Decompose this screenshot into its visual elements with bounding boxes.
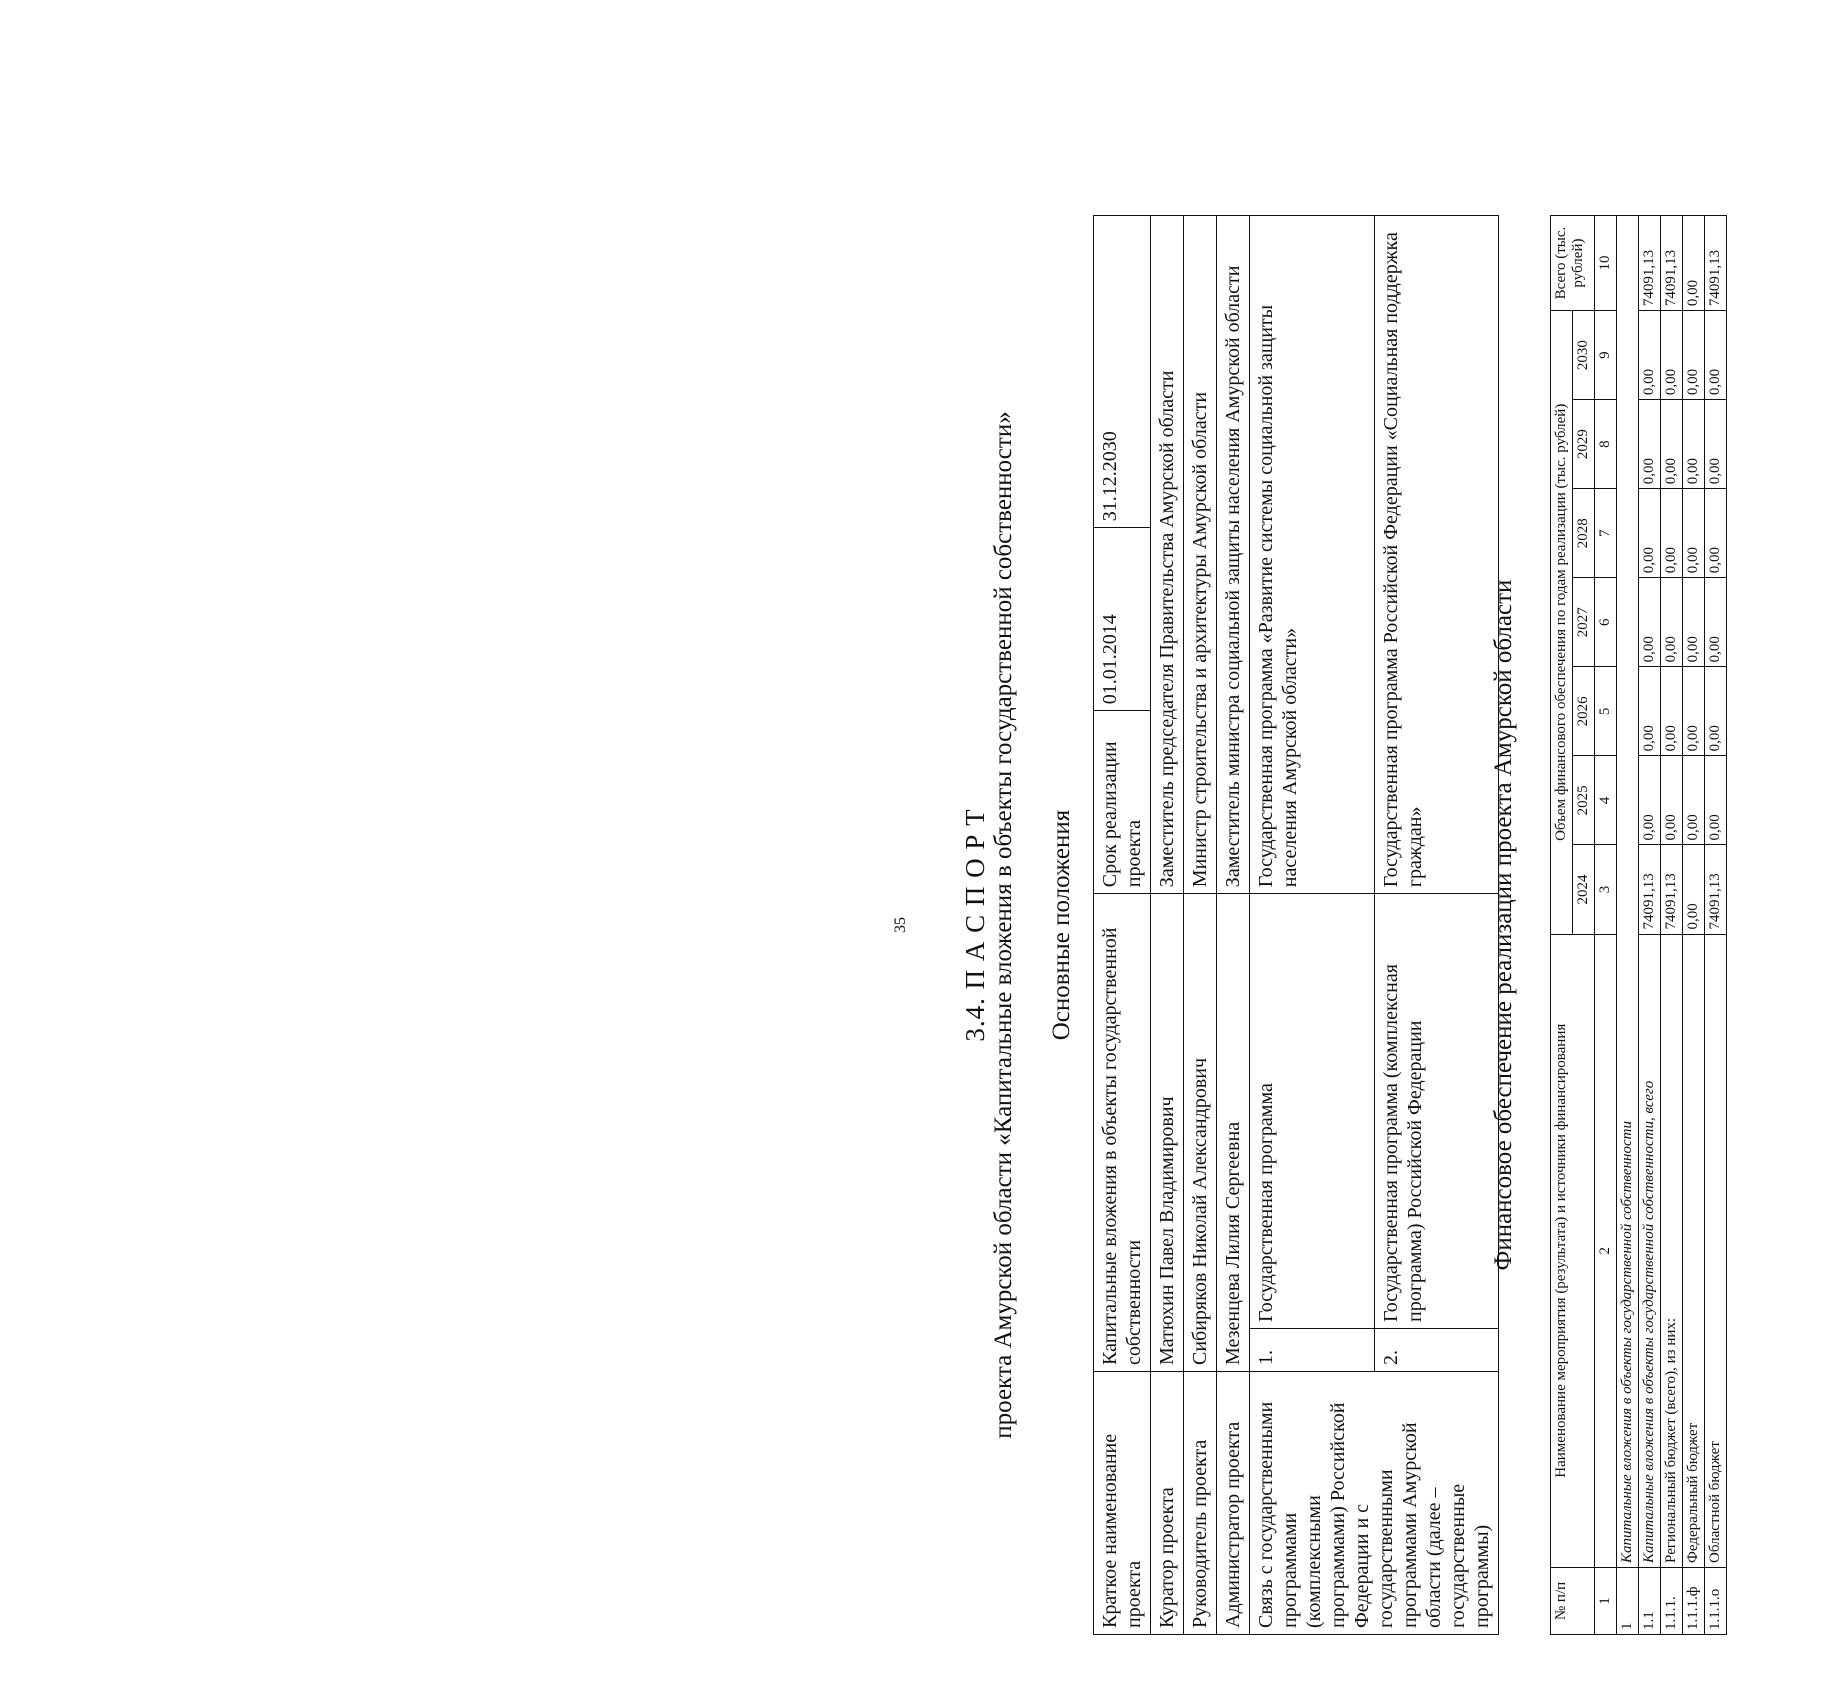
column-number: 5 (1595, 667, 1617, 756)
row-value: 0,00 (1683, 311, 1705, 400)
row-total: 74091,13 (1639, 216, 1661, 311)
table-row (1705, 216, 1727, 1635)
column-number: 7 (1595, 489, 1617, 578)
row-value: 0,00 (1639, 756, 1661, 845)
table-section-row (1617, 216, 1639, 1635)
document-title: 3.4. П А С П О Р Т (960, 808, 990, 1042)
row-value: 0,00 (1639, 489, 1661, 578)
row-value: 0,00 (1683, 489, 1705, 578)
cell-link-name: Государственная программа «Развитие системы социальной защиты населения Амурской области» (1250, 216, 1375, 894)
header-year: 2030 (1573, 311, 1595, 400)
cell-term-label: Срок реализации проекта (1094, 711, 1151, 894)
row-value: 0,00 (1705, 311, 1727, 400)
column-number: 4 (1595, 756, 1617, 845)
header-years-group: Объем финансового обеспечения по годам реализации (тыс. рублей) (1551, 311, 1573, 934)
row-value: 0,00 (1705, 667, 1727, 756)
table-row (1683, 216, 1705, 1635)
row-name: Региональный бюджет (всего), из них: (1661, 934, 1683, 1567)
row-num: 1.1.1.ф (1683, 1567, 1705, 1634)
cell-short-name-value: Капитальные вложения в объекты государственной собственности (1094, 894, 1151, 1372)
financing-table (1550, 215, 1727, 1635)
row-value: 0,00 (1705, 489, 1727, 578)
row-num: 1.1.1.о (1705, 1567, 1727, 1634)
table-row (1217, 216, 1250, 1635)
row-name: Капитальные вложения в объекты государственной собственности, всего (1639, 934, 1661, 1567)
row-value: 74091,13 (1705, 845, 1727, 934)
row-value: 0,00 (1639, 400, 1661, 489)
cell-head-position: Министр строительства и архитектуры Амурской области (1184, 216, 1217, 894)
cell-head-name: Сибиряков Николай Александрович (1184, 894, 1217, 1372)
main-provisions-table (1093, 215, 1499, 1635)
row-value: 0,00 (1639, 311, 1661, 400)
section-heading-main: Основные положения (1048, 809, 1075, 1041)
column-number: 1 (1595, 1567, 1617, 1634)
header-year: 2025 (1573, 756, 1595, 845)
row-value: 0,00 (1683, 400, 1705, 489)
table-row (1184, 216, 1217, 1635)
cell-link-label: Связь с государственными программами (комплексными программами) Российской Федерации и с государственными программами Амурской области (далее – государственные программы) (1250, 1372, 1499, 1635)
table-row (1661, 216, 1683, 1635)
cell-link-type: Государственная программа (1250, 894, 1375, 1329)
table-header-row (1551, 216, 1573, 1635)
cell-admin-position: Заместитель министра социальной защиты населения Амурской области (1217, 216, 1250, 894)
row-value: 0,00 (1661, 400, 1683, 489)
cell-admin-name: Мезенцева Лилия Сергеевна (1217, 894, 1250, 1372)
row-value: 0,00 (1705, 756, 1727, 845)
table-row (1094, 216, 1151, 1635)
header-year: 2026 (1573, 667, 1595, 756)
row-value: 0,00 (1705, 400, 1727, 489)
cell-head-label: Руководитель проекта (1184, 1372, 1217, 1635)
row-value: 0,00 (1683, 845, 1705, 934)
row-value: 0,00 (1661, 667, 1683, 756)
column-number: 8 (1595, 400, 1617, 489)
row-num: 1.1.1. (1661, 1567, 1683, 1634)
cell-link-num: 1. (1250, 1329, 1375, 1372)
cell-link-num: 2. (1374, 1329, 1499, 1372)
header-name: Наименование мероприятия (результата) и источники финансирования (1551, 934, 1595, 1567)
row-total: 0,00 (1683, 216, 1705, 311)
row-value: 0,00 (1705, 578, 1727, 667)
table-row (1151, 216, 1184, 1635)
cell-term-start: 01.01.2014 (1094, 528, 1151, 711)
column-number: 6 (1595, 578, 1617, 667)
cell-admin-label: Администратор проекта (1217, 1372, 1250, 1635)
cell-curator-label: Куратор проекта (1151, 1372, 1184, 1635)
row-value: 0,00 (1683, 578, 1705, 667)
header-year: 2029 (1573, 400, 1595, 489)
row-value: 74091,13 (1639, 845, 1661, 934)
column-number: 9 (1595, 311, 1617, 400)
table-row (1639, 216, 1661, 1635)
row-value: 0,00 (1683, 667, 1705, 756)
header-year: 2028 (1573, 489, 1595, 578)
financing-rows (1639, 216, 1727, 1635)
table-row (1250, 216, 1375, 1635)
cell-link-name: Государственная программа Российской Федерации «Социальная поддержка граждан» (1374, 216, 1499, 894)
row-value: 0,00 (1683, 756, 1705, 845)
row-total: 74091,13 (1705, 216, 1727, 311)
cell-curator-name: Матюхин Павел Владимирович (1151, 894, 1184, 1372)
header-num: № п/п (1551, 1567, 1595, 1634)
header-year: 2027 (1573, 578, 1595, 667)
column-number-row (1595, 216, 1617, 1635)
row-value: 0,00 (1639, 578, 1661, 667)
row-value: 0,00 (1661, 311, 1683, 400)
cell-curator-position: Заместитель председателя Правительства Амурской области (1151, 216, 1184, 894)
section-num: 1 (1617, 1567, 1639, 1634)
row-num: 1.1 (1639, 1567, 1661, 1634)
row-name: Областной бюджет (1705, 934, 1727, 1567)
header-year: 2024 (1573, 845, 1595, 934)
section-heading-financing: Финансовое обеспечение реализации проекта Амурской области (1490, 579, 1517, 1271)
section-title: Капитальные вложения в объекты государственной собственности (1617, 216, 1639, 1568)
cell-short-name-label: Краткое наименование проекта (1094, 1372, 1151, 1635)
column-number: 3 (1595, 845, 1617, 934)
document-subtitle: проекта Амурской области «Капитальные вложения в объекты государственной собственности» (990, 411, 1017, 1439)
row-name: Федеральный бюджет (1683, 934, 1705, 1567)
page-number: 35 (892, 917, 909, 933)
header-total: Всего (тыс. рублей) (1551, 216, 1595, 311)
row-value: 0,00 (1661, 578, 1683, 667)
cell-term-end: 31.12.2030 (1094, 216, 1151, 528)
row-total: 74091,13 (1661, 216, 1683, 311)
column-number: 2 (1595, 934, 1617, 1567)
rotated-page-content (890, 215, 1840, 1635)
cell-link-type: Государственная программа (комплексная программа) Российской Федерации (1374, 894, 1499, 1329)
row-value: 0,00 (1661, 756, 1683, 845)
row-value: 0,00 (1639, 667, 1661, 756)
column-number: 10 (1595, 216, 1617, 311)
row-value: 0,00 (1661, 489, 1683, 578)
row-value: 74091,13 (1661, 845, 1683, 934)
